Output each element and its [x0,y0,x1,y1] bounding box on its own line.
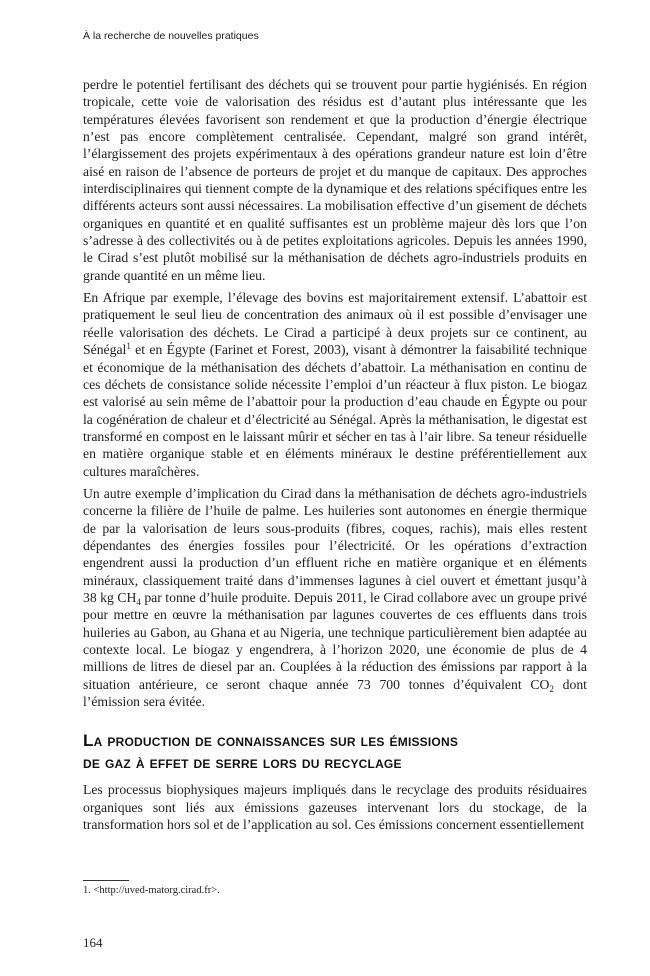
body-text [83,76,587,838]
footnote-divider [83,880,129,881]
section-heading [83,730,587,774]
paragraph-1: perdre le potentiel fertilisant des déchets qui se trouvent pour partie hygiénisés. En région tropicale, cette voie de valorisation des résidus est d’autant plus intéressante que les températures élevées favorisent son rendement et que la production d’énergie électrique n’est pas encore complètement centralisée. Cependant, malgré son grand intérêt, l’élargissement des projets expérimentaux à des opérations grandeur nature est loin d’être aisé en raison de l’absence de porteurs de projet et du manque de capitaux. Des approches interdisciplinaires qui tiennent compte de la dynamique et des relations spécifiques entre les différents acteurs sont aussi nécessaires. La mobilisation effective d’un gisement de déchets organiques en quantité et en qualité suffisantes est un problème majeur dès lors que l’on s’adresse à des collectivités ou à de petites exploitations agricoles. Depuis les années 1990, le Cirad s’est plutôt mobilisé sur la méthanisation de déchets agro-industriels produits en grande quantité en un même lieu. [83,77,587,283]
paragraph-3 [83,485,587,710]
paragraph-2-text-b: et en Égypte (Farinet et Forest, 2003), visant à démontrer la faisabilité technique et économique de la méthanisation des déchets d’abattoir. La méthanisation en continu de ces déchets de consistance solide nécessite l’emploi d’un réacteur à flux piston. Le biogaz est valorisé au sein même de l’abattoir pour la production d’eau chaude en Égypte ou pour la cogénération de chaleur et d’électricité au Sénégal. Après la méthanisation, le digestat est transformé en compost en le laissant mûrir et sécher en tas à l’air libre. Sa teneur résiduelle en matière organique stable et en éléments minéraux le destine préférentiellement aux cultures maraîchères. [83,342,587,479]
ch4-subscript: 4 [136,596,141,607]
section-heading-line-2: de gaz à effet de serre lors du recyclage [83,753,402,773]
footnote-ref-1: 1 [126,341,131,352]
paragraph-3-text-a: Un autre exemple d’implication du Cirad dans la méthanisation de déchets agro-industriels concerne la filière de l’huile de palme. Les huileries sont autonomes en énergie thermique de par la valorisation de leurs sous-produits (fibres, coques, rachis), mais elles restent dépendantes des énergies fossiles pour l’électricité. Or les opérations d’extraction engendrent aussi la production d’un effluent riche en matière organique et en éléments minéraux, classiquement traité dans d’immenses lagunes à ciel ouvert et émettant jusqu’à 38 kg CH [83,485,587,605]
paragraph-2-text-a: En Afrique par exemple, l’élevage des bovins est majoritairement extensif. L’abattoir est pratiquement le seul lieu de concentration des animaux où il est possible d’envisager une réelle valorisation des déchets. Le Cirad a participé à deux projets sur ce continent, au Sénégal [83,290,587,358]
footnote-1: 1. <http://uved-matorg.cirad.fr>. [83,885,220,896]
page-number: 164 [83,935,103,950]
running-head: À la recherche de nouvelles pratiques [83,30,259,42]
paragraph-3-text-b: par tonne d’huile produite. Depuis 2011, le Cirad collabore avec un groupe privé pour mettre en œuvre la méthanisation par lagunes couvertes de ces effluents dans trois huileries au Gabon, au Ghana et au Nigeria, une technique particulièrement bien adaptée au contexte local. Le biogaz y engendrera, à l’horizon 2020, une économie de plus de 4 millions de litres de diesel par an. Couplées à la réduction des émissions par rapport à la situation antérieure, ce seront chaque année 73 700 tonnes d’équivalent CO [83,589,587,692]
paragraph-3-text-c: dont l’émission sera évitée. [83,676,587,710]
co2-subscript: 2 [549,683,554,694]
paragraph-2 [83,289,587,480]
section-heading-line-1: La production de connaissances sur les émissions [83,731,459,751]
paragraph-4: Les processus biophysiques majeurs impliqués dans le recyclage des produits résiduaires organiques sont liés aux émissions gazeuses intervenant lors du stockage, de la transformation hors sol et de l’application au sol. Ces émissions concernent essentiellement [83,782,587,833]
